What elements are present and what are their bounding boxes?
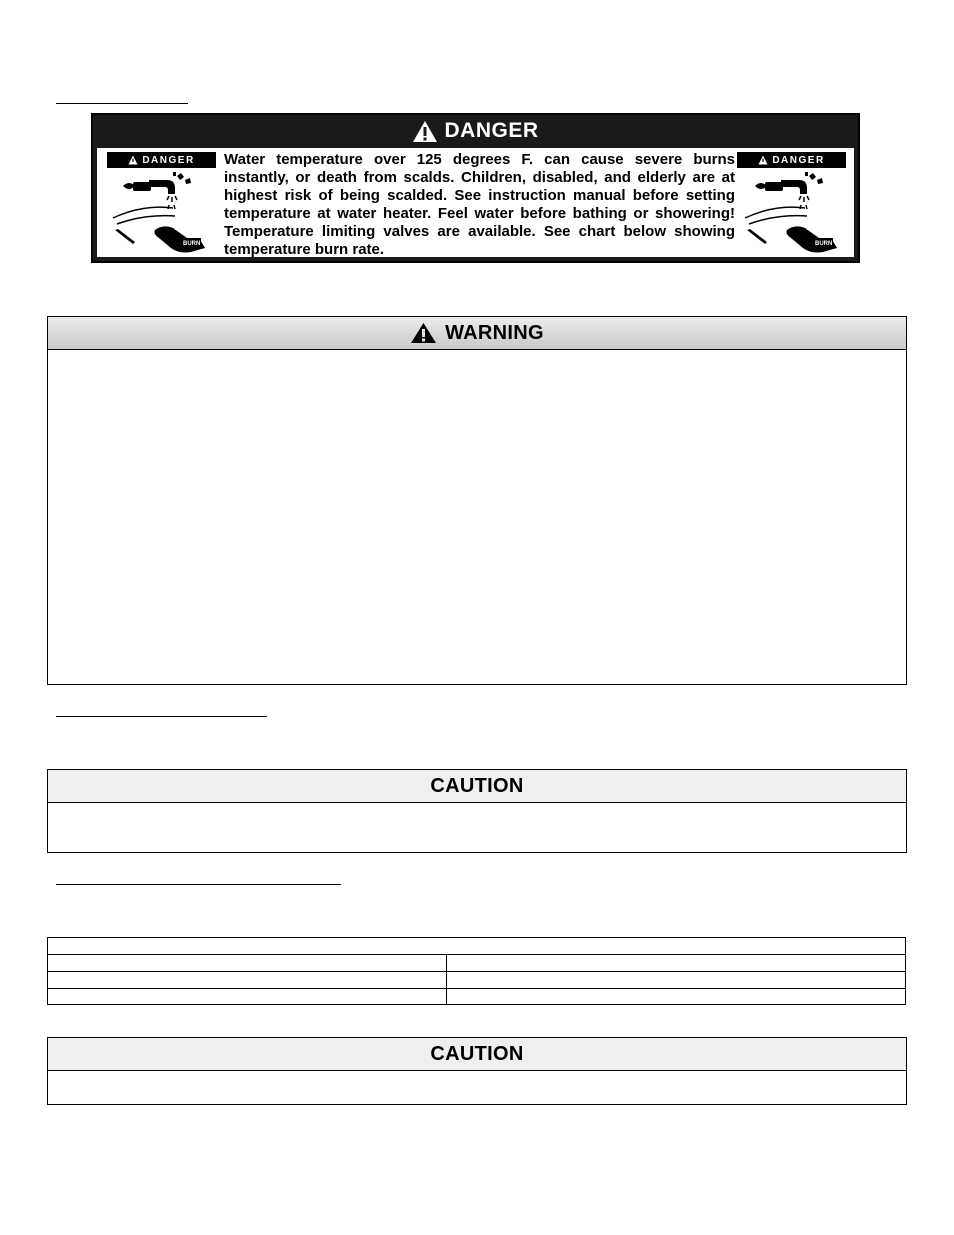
table-cell	[48, 955, 447, 972]
warning-triangle-icon	[412, 120, 438, 143]
table-cell	[447, 972, 906, 989]
table-row	[48, 972, 906, 989]
warning-header	[48, 317, 906, 350]
heading-underline-3	[56, 884, 341, 885]
caution-header-1	[48, 770, 906, 803]
danger-message: Water temperature over 125 degrees F. can cause severe burns instantly, or death from scalds. Children, disabled, and elderly are at highest risk of being scalded. See instruction manual before setting temperature at water heater. Feel water before bathing or showering! Temperature limiting valves are available. See chart below showing temperature burn rate.	[224, 151, 735, 258]
burn-tag-left: BURN	[183, 241, 201, 247]
danger-title: DANGER	[444, 119, 539, 142]
danger-label	[91, 113, 860, 263]
danger-header	[93, 115, 858, 147]
table-cell	[48, 989, 447, 1005]
table-cell	[48, 972, 447, 989]
warning-triangle-icon	[128, 155, 138, 165]
table-row	[48, 955, 906, 972]
caution-box-2	[47, 1037, 907, 1105]
table-header-cell	[48, 938, 906, 955]
burn-tag-right: BURN	[815, 241, 833, 247]
caution-box-1	[47, 769, 907, 853]
scald-faucet-hand-icon	[111, 172, 211, 254]
scald-faucet-hand-icon	[743, 172, 843, 254]
warning-title: WARNING	[445, 321, 544, 344]
table-row	[48, 989, 906, 1005]
table-cell	[447, 989, 906, 1005]
danger-badge-right	[737, 152, 846, 168]
temperature-table	[47, 937, 906, 1005]
caution-header-2	[48, 1038, 906, 1071]
caution-title-2: CAUTION	[430, 1042, 524, 1065]
danger-badge-left-text: DANGER	[142, 154, 195, 166]
warning-triangle-icon	[758, 155, 768, 165]
warning-box	[47, 316, 907, 685]
danger-badge-left	[107, 152, 216, 168]
danger-body	[97, 148, 854, 257]
danger-badge-right-text: DANGER	[772, 154, 825, 166]
heading-underline-2	[56, 716, 267, 717]
table-cell	[447, 955, 906, 972]
heading-underline-1	[56, 103, 188, 104]
caution-title-1: CAUTION	[430, 774, 524, 797]
table-header-row	[48, 938, 906, 955]
warning-triangle-icon	[410, 322, 437, 344]
